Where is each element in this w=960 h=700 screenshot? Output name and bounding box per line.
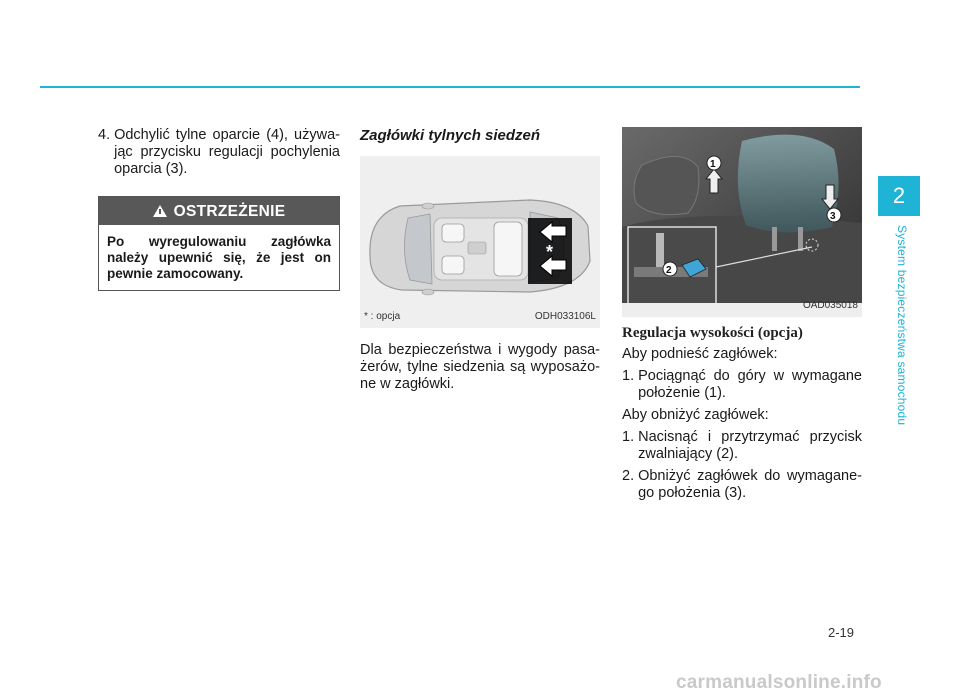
column-3	[622, 127, 862, 507]
column-2	[360, 127, 600, 393]
lower-step-1	[622, 429, 862, 463]
section-title: Zagłówki tylnych siedzeń	[360, 127, 541, 144]
figure-note: * : opcja	[364, 311, 401, 322]
step-4	[98, 127, 340, 178]
lower-intro: Aby obniżyć zagłówek:	[622, 407, 769, 423]
marker-1: 1	[710, 159, 716, 170]
subheading: Regulacja wysokości (opcja)	[622, 325, 803, 341]
chapter-title: System bezpieczeństwa samochodu	[895, 225, 909, 426]
page-number: 2-19	[828, 625, 855, 640]
raise-step-1	[622, 368, 862, 402]
car-top-view-illustration	[360, 156, 600, 328]
marker-3: 3	[830, 211, 836, 222]
warning-heading: OSTRZEŻENIE	[173, 202, 286, 220]
raise-intro: Aby podnieść zagłówek:	[622, 346, 778, 362]
headrest-adjustment-illustration	[622, 127, 862, 317]
step-number: 2.	[622, 468, 635, 484]
paragraph: Dla bezpieczeństwa i wygody pasażerów, tylne siedzenia są wyposażone w zagłówki.	[360, 342, 600, 392]
lower-step-2	[622, 468, 862, 502]
step-number: 1.	[622, 429, 635, 445]
step-text: Odchylić tylne oparcie (4), używając przycisku regulacji pochylenia oparcia (3).	[114, 127, 340, 177]
column-1	[98, 127, 340, 291]
chapter-number-tab: 2	[878, 176, 920, 216]
figure-code: ODH033106L	[534, 311, 596, 322]
headrest-adjustment-figure	[622, 127, 862, 317]
warning-box	[98, 196, 340, 291]
top-rule	[40, 86, 860, 88]
step-number: 1.	[622, 368, 635, 384]
warning-header	[99, 197, 339, 225]
figure-code: OAD035018	[802, 300, 858, 311]
marker-2: 2	[666, 265, 672, 276]
optional-marker: *	[546, 242, 554, 262]
warning-body: Po wyregulowaniu zagłówka należy upewnić się, że jest on pewnie zamocowany.	[107, 234, 331, 281]
watermark: carmanualsonline.info	[676, 672, 882, 693]
step-text: Pociągnąć do góry w wymagane położenie (1).	[638, 368, 862, 401]
warning-triangle-icon	[153, 205, 167, 217]
step-number: 4.	[98, 127, 111, 143]
step-text: Obniżyć zagłówek do wymaganego położenia (3).	[638, 468, 862, 501]
rear-headrest-car-figure	[360, 156, 600, 328]
step-text: Nacisnąć i przytrzymać przycisk zwalniający (2).	[638, 429, 862, 462]
